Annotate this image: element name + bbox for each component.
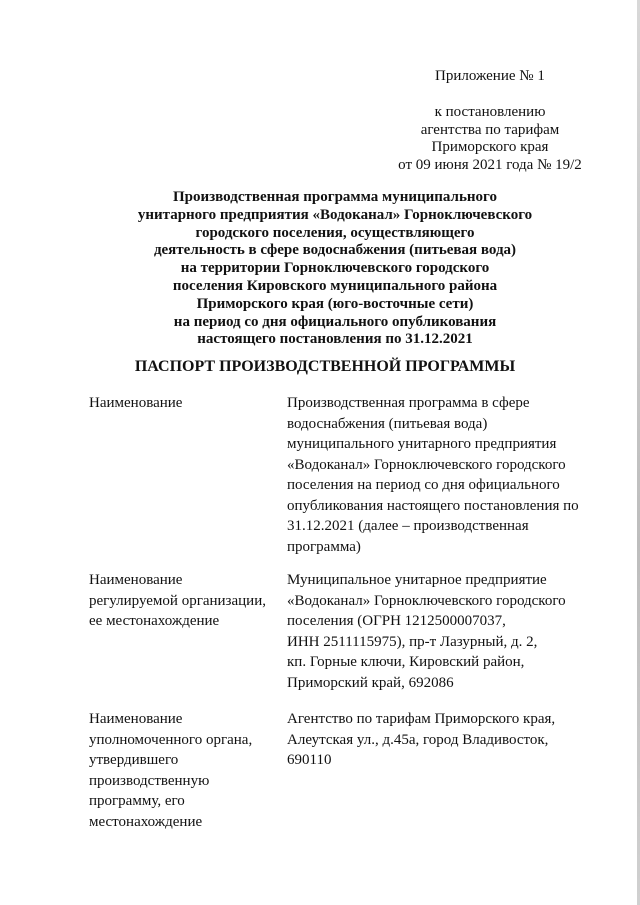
- row-value: [287, 393, 607, 557]
- row-label: [89, 570, 279, 632]
- label-line: Наименование: [89, 395, 183, 411]
- label-line: регулируемой организации,: [89, 592, 266, 609]
- title-line: на территории Горноключевского городского: [180, 260, 490, 277]
- title-line: Приморского края (юго-восточные сети): [196, 295, 474, 312]
- value-line: водоснабжения (питьевая вода): [287, 415, 488, 432]
- label-line: производственную: [89, 772, 210, 789]
- label-line: Наименование: [89, 572, 183, 588]
- document-title: [90, 189, 580, 349]
- value-line: Производственная программа в сфере: [287, 395, 530, 411]
- value-line: Муниципальное унитарное предприятие: [287, 572, 547, 588]
- appendix-reference: [380, 104, 600, 174]
- value-line: муниципального унитарного предприятия: [287, 436, 557, 452]
- passport-heading: ПАСПОРТ ПРОИЗВОДСТВЕННОЙ ПРОГРАММЫ: [134, 358, 516, 375]
- appendix-line: к постановлению: [434, 104, 546, 120]
- value-line: кп. Горные ключи, Кировский район,: [287, 654, 525, 670]
- value-line: опубликования настоящего постановления по: [287, 497, 579, 514]
- label-line: местонахождение: [89, 813, 203, 830]
- value-line: поселения (ОГРН 1212500007037,: [287, 613, 506, 629]
- label-line: утвердившего: [89, 752, 179, 768]
- title-line: унитарного предприятия «Водоканал» Горноключевского: [137, 206, 533, 223]
- value-line: Агентство по тарифам Приморского края,: [287, 711, 556, 727]
- label-line: программу, его: [89, 793, 185, 809]
- value-line: ИНН 2511115975), пр-т Лазурный, д. 2,: [287, 633, 538, 650]
- title-line: поселения Кировского муниципального района: [172, 277, 498, 294]
- value-line: программа): [287, 538, 361, 555]
- row-label: [89, 393, 279, 414]
- value-line: 690110: [287, 752, 332, 768]
- appendix-title: Приложение № 1: [435, 68, 545, 84]
- title-line: Производственная программа муниципального: [173, 189, 497, 205]
- row-value: [287, 570, 607, 693]
- value-line: Приморский край, 692086: [287, 674, 454, 691]
- appendix-line: агентства по тарифам: [420, 121, 560, 138]
- title-line: деятельность в сфере водоснабжения (питьевая вода): [153, 242, 517, 259]
- value-line: «Водоканал» Горноключевского городского: [287, 456, 566, 473]
- label-line: уполномоченного органа,: [89, 731, 253, 748]
- row-value: [287, 709, 607, 771]
- value-line: 31.12.2021 (далее – производственная: [287, 518, 529, 534]
- value-line: «Водоканал» Горноключевского городского: [287, 592, 566, 609]
- value-line: поселения на период со дня официального: [287, 477, 560, 493]
- label-line: Наименование: [89, 711, 183, 727]
- title-line: на период со дня официального опубликования: [173, 313, 497, 330]
- appendix-line: Приморского края: [431, 139, 549, 155]
- appendix-line: от 09 июня 2021 года № 19/2: [398, 156, 582, 173]
- label-line: ее местонахождение: [89, 613, 220, 629]
- row-label: [89, 709, 279, 832]
- value-line: Алеутская ул., д.45а, город Владивосток,: [287, 731, 549, 748]
- title-line: городского поселения, осуществляющего: [195, 224, 475, 241]
- title-line: настоящего постановления по 31.12.2021: [197, 331, 473, 348]
